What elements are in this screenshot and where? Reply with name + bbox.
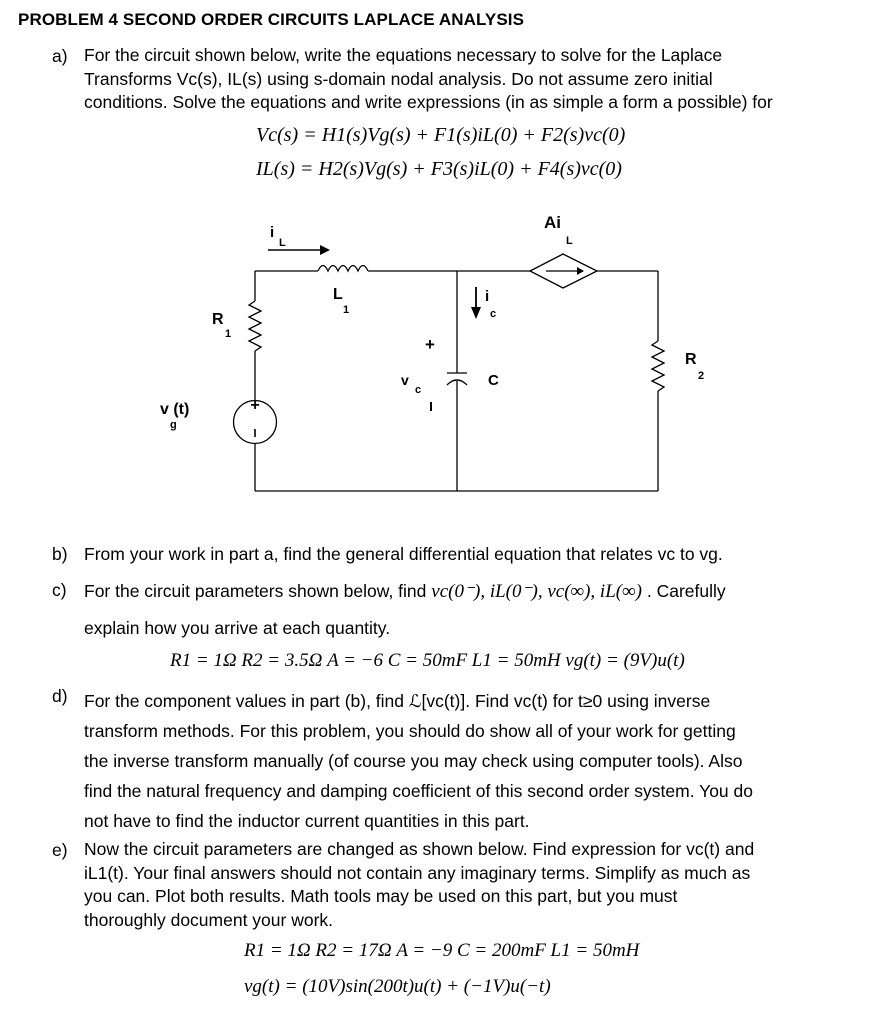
ai-label: Ai [544,213,561,232]
part-c-quantities: vc(0⁻), iL(0⁻), vc(∞), iL(∞) [431,581,642,602]
part-d-line-2: transform methods. For this problem, you should do show all of your work for getting [84,721,736,741]
part-e-line-1: Now the circuit parameters are changed as shown below. Find expression for vc(t) and [84,839,755,859]
inductor-l1 [318,266,368,272]
ic-arrow-head [471,307,481,319]
dependent-arrow-head [577,267,584,275]
vg-label: v (t) [160,401,190,418]
part-b-text: From your work in part a, find the general differential equation that relates vc to vg. [84,544,723,564]
part-c-intro: For the circuit parameters shown below, find [84,581,427,601]
part-d-letter: d) [52,686,68,706]
resistor-r2 [652,341,664,391]
equation-il: IL(s) = H2(s)Vg(s) + F3(s)iL(0) + F4(s)vc(0) [256,158,622,180]
part-a-letter: a) [52,46,68,66]
vg-label-sub: g [170,419,177,431]
part-e-line-4: thoroughly document your work. [84,909,334,930]
part-a-line-3: conditions. Solve the equations and write expressions (in as simple a form a possible) for [84,92,773,112]
ic-label: i [485,288,490,305]
part-b-letter: b) [52,544,68,564]
part-a-line-2: Transforms Vc(s), IL(s) using s-domain nodal analysis. Do not assume zero initial [84,68,713,89]
part-c-carefully: . Carefully [646,581,726,601]
source-plus: + [250,397,260,414]
r1-label-sub: 1 [225,328,232,340]
il-label-sub: L [279,237,286,249]
part-e-vg: vg(t) = (10V)sin(200t)u(t) + (−1V)u(−t) [244,976,551,997]
part-d-line-3: the inverse transform manually (of course you may check using computer tools). Also [84,751,743,771]
part-e-parameters: R1 = 1Ω R2 = 17Ω A = −9 C = 200mF L1 = 50mH [244,940,640,961]
equation-vc: Vc(s) = H1(s)Vg(s) + F1(s)iL(0) + F2(s)vc(0) [256,124,626,146]
part-d-line-1: For the component values in part (b), find ℒ[vc(t)]. Find vc(t) for t≥0 using inverse [84,691,711,711]
part-d-line-4: find the natural frequency and damping coefficient of this second order system. You do [84,781,753,801]
part-a-text [84,44,864,115]
r1-label: R [212,311,224,328]
r2-label: R [685,351,697,368]
vc-label: v [401,372,409,388]
l1-label-sub: 1 [343,304,350,316]
part-a-line-1: For the circuit shown below, write the equations necessary to solve for the Laplace [84,45,723,65]
circuit-diagram [0,195,890,515]
capacitor-label: C [488,372,499,389]
part-c-text [84,580,726,603]
il-label: i [270,224,275,241]
resistor-r1 [249,301,261,351]
part-c-line-2: explain how you arrive at each quantity. [84,618,391,638]
ic-label-sub: c [490,308,497,320]
part-c-letter: c) [52,580,67,600]
r2-label-sub: 2 [698,370,705,382]
vc-plus: + [425,335,435,354]
part-d-text [84,686,874,836]
ai-label-sub: L [566,235,573,247]
vc-label-sub: c [415,384,422,396]
part-c-parameters: R1 = 1Ω R2 = 3.5Ω A = −6 C = 50mF L1 = 50mH vg(t) = (9V)u(t) [170,650,685,671]
part-e-line-3: you can. Plot both results. Math tools may be used on this part, but you must [84,886,678,906]
part-e-letter: e) [52,840,68,860]
l1-label: L [333,286,343,303]
il-arrow-head [320,245,330,255]
part-e-line-2: iL1(t). Your final answers should not contain any imaginary terms. Simplify as much as [84,862,751,883]
problem-title: PROBLEM 4 SECOND ORDER CIRCUITS LAPLACE ANALYSIS [18,10,525,29]
part-d-line-5: not have to find the inductor current quantities in this part. [84,811,530,831]
part-e-text [84,838,874,932]
